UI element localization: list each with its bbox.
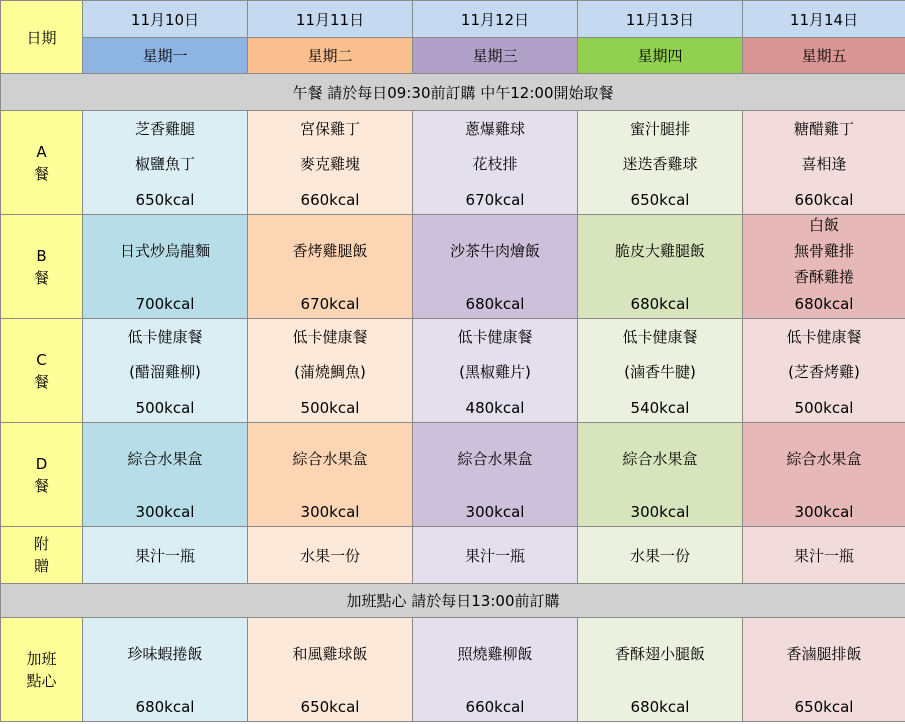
row-label [1, 111, 83, 215]
calorie-value: 540kcal [630, 399, 690, 417]
row-label [1, 215, 83, 319]
row-label-text: D [35, 454, 48, 473]
dish-name: 綜合水果盒 [622, 450, 698, 468]
meal-cell[interactable] [248, 319, 413, 423]
meal-row [1, 423, 905, 527]
overtime-row [1, 618, 905, 722]
meal-cell[interactable] [83, 215, 248, 319]
calorie-value: 700kcal [135, 295, 195, 313]
dish-name: 低卡健康餐 [622, 328, 698, 346]
dish-name: 迷迭香雞球 [622, 155, 698, 173]
row-label [1, 527, 83, 584]
date-cell: 11月13日 [578, 1, 743, 38]
calorie-value: 500kcal [300, 399, 360, 417]
bonus-item: 水果一份 [578, 527, 743, 584]
row-label-text: 附 [33, 535, 49, 553]
date-cell: 11月11日 [248, 1, 413, 38]
dish-name: 宮保雞丁 [299, 120, 360, 138]
dish-name: 低卡健康餐 [127, 328, 203, 346]
meal-cell[interactable] [578, 111, 743, 215]
meal-cell[interactable] [743, 215, 905, 319]
calorie-value: 300kcal [300, 503, 360, 521]
calorie-value: 480kcal [465, 399, 525, 417]
weekday-cell: 星期五 [743, 38, 905, 74]
dish-name: 綜合水果盒 [127, 450, 203, 468]
dish-name: 和風雞球飯 [292, 645, 368, 663]
meal-cell[interactable] [83, 618, 248, 722]
meal-cell[interactable] [743, 111, 905, 215]
calorie-value: 500kcal [794, 399, 854, 417]
calorie-value: 660kcal [465, 698, 525, 716]
meal-cell[interactable] [743, 423, 905, 527]
row-label-text: 點心 [26, 671, 57, 690]
lunch-banner-row [1, 74, 905, 111]
meal-row [1, 111, 905, 215]
row-label-text: 餐 [33, 372, 49, 391]
date-header-label [1, 1, 83, 74]
dish-name: 綜合水果盒 [457, 450, 533, 468]
weekday-cell: 星期三 [413, 38, 578, 74]
row-label-text: 加班 [26, 649, 57, 668]
meal-cell[interactable] [413, 111, 578, 215]
lunch-order-banner: 午餐 請於每日09:30前訂購 中午12:00開始取餐 [1, 74, 905, 111]
overtime-order-banner: 加班點心 請於每日13:00前訂購 [1, 584, 905, 618]
meal-cell[interactable] [83, 319, 248, 423]
row-label-text: A [36, 142, 47, 161]
date-label-text: 日期 [26, 28, 57, 47]
weekday-cell: 星期四 [578, 38, 743, 74]
dish-name: 香烤雞腿飯 [292, 242, 368, 260]
calorie-value: 300kcal [630, 503, 690, 521]
meal-cell[interactable] [578, 319, 743, 423]
calorie-value: 300kcal [465, 503, 525, 521]
dish-name: (蒲燒鯛魚) [294, 363, 366, 381]
bonus-item: 果汁一瓶 [413, 527, 578, 584]
row-label-text: 餐 [33, 476, 49, 495]
meal-row [1, 319, 905, 423]
calorie-value: 650kcal [630, 191, 690, 209]
dish-name: (滷香牛腱) [624, 363, 696, 381]
dish-name: 珍味蝦捲飯 [127, 645, 203, 663]
calorie-value: 670kcal [300, 295, 360, 313]
calorie-value: 680kcal [135, 698, 195, 716]
dish-name: 無骨雞排 [793, 242, 854, 260]
dish-name: (芝香烤雞) [788, 363, 860, 381]
row-label-text: 贈 [33, 557, 49, 575]
dish-name: 日式炒烏龍麵 [119, 242, 210, 260]
dish-name: 蜜汁腿排 [629, 120, 690, 138]
dish-name: 椒鹽魚丁 [134, 155, 195, 173]
dish-name: 脆皮大雞腿飯 [614, 242, 705, 260]
dish-name: 白飯 [808, 216, 839, 234]
calorie-value: 680kcal [794, 295, 854, 313]
dish-name: 芝香雞腿 [134, 120, 195, 138]
date-row [1, 1, 905, 38]
dish-name: 糖醋雞丁 [793, 120, 854, 138]
dish-name: 綜合水果盒 [292, 450, 368, 468]
dish-name: 麥克雞塊 [299, 155, 360, 173]
dish-name: 低卡健康餐 [292, 328, 368, 346]
calorie-value: 680kcal [465, 295, 525, 313]
dish-name: (黑椒雞片) [459, 363, 531, 381]
calorie-value: 650kcal [135, 191, 195, 209]
row-label-text: C [36, 350, 47, 369]
bonus-row [1, 527, 905, 584]
meal-cell[interactable] [248, 215, 413, 319]
meal-cell[interactable] [413, 319, 578, 423]
dish-name: 香酥翅小腿飯 [614, 645, 705, 663]
date-cell: 11月10日 [83, 1, 248, 38]
date-cell: 11月14日 [743, 1, 905, 38]
dish-name: 沙茶牛肉燴飯 [449, 242, 540, 260]
calorie-value: 660kcal [300, 191, 360, 209]
bonus-item: 水果一份 [248, 527, 413, 584]
row-label-text: 餐 [33, 268, 49, 287]
calorie-value: 650kcal [794, 698, 854, 716]
calorie-value: 650kcal [300, 698, 360, 716]
dish-name: 花枝排 [472, 155, 518, 173]
row-label-text: 餐 [33, 164, 49, 183]
meal-cell[interactable] [83, 423, 248, 527]
meal-cell[interactable] [248, 111, 413, 215]
calorie-value: 680kcal [630, 295, 690, 313]
row-label [1, 618, 83, 722]
meal-cell[interactable] [413, 215, 578, 319]
dish-name: 低卡健康餐 [786, 328, 862, 346]
row-label [1, 319, 83, 423]
meal-cell[interactable] [578, 215, 743, 319]
meal-cell[interactable] [578, 423, 743, 527]
dish-name: 蔥爆雞球 [464, 120, 525, 138]
weekday-row [1, 38, 905, 74]
bonus-item: 果汁一瓶 [743, 527, 905, 584]
date-cell: 11月12日 [413, 1, 578, 38]
meal-cell[interactable] [248, 423, 413, 527]
dish-name: 香滷腿排飯 [786, 645, 862, 663]
meal-cell[interactable] [83, 111, 248, 215]
meal-cell[interactable] [743, 618, 905, 722]
calorie-value: 500kcal [135, 399, 195, 417]
overtime-banner-row [1, 584, 905, 618]
calorie-value: 300kcal [135, 503, 195, 521]
dish-name: 綜合水果盒 [786, 450, 862, 468]
meal-cell[interactable] [413, 423, 578, 527]
dish-name: 低卡健康餐 [457, 328, 533, 346]
calorie-value: 670kcal [465, 191, 525, 209]
dish-name: (醋溜雞柳) [129, 363, 201, 381]
row-label-text: B [36, 246, 47, 265]
calorie-value: 660kcal [794, 191, 854, 209]
meal-row [1, 215, 905, 319]
dish-name: 喜相逢 [801, 155, 847, 173]
meal-cell[interactable] [743, 319, 905, 423]
calorie-value: 300kcal [794, 503, 854, 521]
row-label [1, 423, 83, 527]
dish-name: 照燒雞柳飯 [457, 645, 533, 663]
meal-cell[interactable] [248, 618, 413, 722]
meal-cell[interactable] [578, 618, 743, 722]
meal-cell[interactable] [413, 618, 578, 722]
bonus-item: 果汁一瓶 [83, 527, 248, 584]
calorie-value: 680kcal [630, 698, 690, 716]
weekday-cell: 星期一 [83, 38, 248, 74]
weekday-cell: 星期二 [248, 38, 413, 74]
dish-name: 香酥雞捲 [793, 268, 854, 286]
